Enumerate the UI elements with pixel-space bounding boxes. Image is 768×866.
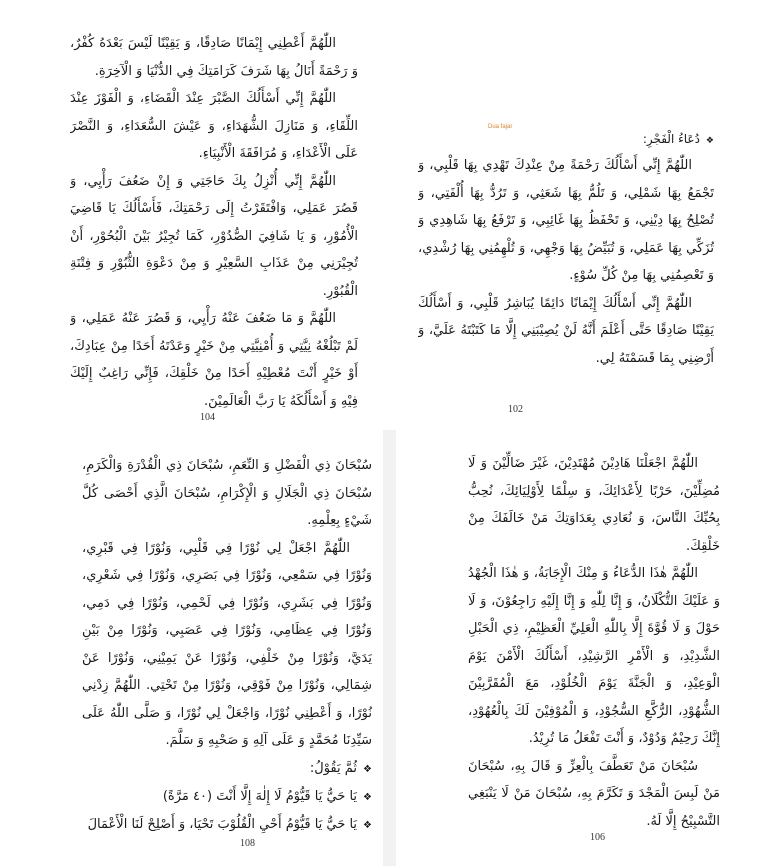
list-item [82,811,372,838]
page-number: 106 [590,832,605,843]
paragraph: سُبْحَانَ ذِي الْفَضْلِ وَ النِّعَمِ، سُبْحَانَ ذِي الْقُدْرَةِ وَالْكَرَمِ، سُبْحَانَ ذِي الْجَلَالِ وَ الْإِكْرَامِ، سُبْحَانَ الَّذِي أَحْصَى كُلَّ شَيْءٍ بِعِلْمِهِ. [82,458,372,528]
heading-text: دُعَاءُ الْفَجْرِ: [642,132,700,146]
page-102 [418,128,714,394]
paragraph: اللّٰهُمَّ إِنِّي أَسْأَلُكَ الصَّبْرَ عِنْدَ الْقَضَاءِ، وَ الْفَوْزَ عِنْدَ اللِّقَاءِ، وَ مَنَازِلَ الشُّهَدَاءِ، وَ عَيْشَ السُّعَدَاءِ، وَ النَّصْرَ عَلَى الْأَعْدَاءِ، وَ مُرَافَقَةَ الْأَنْبِيَاءِ. [70,91,358,161]
then-text: ثُمَّ يَقُوْلُ: [309,760,358,776]
then-says [82,755,372,783]
section-heading [418,128,714,152]
page-number: 104 [200,412,215,423]
paragraph: اللّٰهُمَّ هٰذَا الدُّعَاءُ وَ مِنْكَ الْإِجَابَةُ، وَ هٰذَا الْجُهْدُ وَ عَلَيْكَ التُّكْلَانُ، وَ إِنَّا لِلّٰهِ وَ إِنَّا إِلَيْهِ رَاجِعُوْنَ، وَ لَا حَوْلَ وَ لَا قُوَّةَ إِلَّا بِاللّٰهِ الْعَلِيِّ الْعَظِيْمِ، ذِي الْحَبْلِ الشَّدِيْدِ، وَ الْأَمْرِ الرَّشِيْدِ، أَسْأَلُكَ الْأَمْنَ يَوْمَ الْوَعِيْدِ، وَ الْجَنَّةَ يَوْمَ الْخُلُوْدِ، مَعَ الْمُقَرَّبِيْنَ الشُّهُوْدِ، الرُّكَّعِ السُّجُوْدِ، وَ الْمُوْفِيْنَ لَكَ بِالْعُهُوْدِ، إِنَّكَ رَحِيْمٌ وَدُوْدٌ، وَ أَنْتَ تَفْعَلُ مَا تُرِيْدُ. [468,566,720,746]
paragraph: اللّٰهُمَّ اجْعَلْ لِي نُوْرًا فِي قَلْبِي، وَنُوْرًا فِي قَبْرِي، وَنُوْرًا فِي سَمْعِي، وَنُوْرًا فِي بَصَرِي، وَنُوْرًا فِي شَعْرِي، وَنُوْرًا فِي بَشَرِي، وَنُوْرًا فِي لَحْمِي، وَنُوْرًا فِي دَمِي، وَنُوْرًا فِي عِظَامِي، وَنُوْرًا فِي عَصَبِي، وَنُوْرًا مِنْ بَيْنِ يَدَيَّ، وَنُوْرًا مِنْ خَلْفِي، وَنُوْرًا عَنْ يَمِيْنِي، وَنُوْرًا عَنْ شِمَالِي، وَنُوْرًا مِنْ فَوْقِي، وَنُوْرًا مِنْ تَحْتِي. اللّٰهُمَّ زِدْنِي نُوْرًا، وَ أَعْطِنِي نُوْرًا، وَاجْعَلْ لِي نُوْرًا، وَ صَلَّى اللّٰهُ عَلَى سَيِّدِنَا مُحَمَّدٍ وَ عَلَى آلِهِ وَ صَحْبِهِ وَ سَلَّمَ. [82,540,372,748]
paragraph: اللّٰهُمَّ إِنِّي أُنْزِلُ بِكَ حَاجَتِي وَ إِنْ ضَعُفَ رَأْيِي، وَ قَصُرَ عَمَلِي، وَافْتَقَرْتُ إِلَى رَحْمَتِكَ، فَأَسْأَلُكَ يَا قَاضِيَ الْأُمُوْرِ، وَ يَا شَافِيَ الصُّدُوْرِ، كَمَا تُجِيْرُ بَيْنَ الْبُحُوْرِ، أَنْ تُجِيْرَنِي مِنْ عَذَابِ السَّعِيْرِ وَ مِنْ دَعْوَةِ الثُّبُوْرِ وَ فِتْنَةِ الْقُبُوْرِ. [70,173,358,299]
diamond-icon: ❖ [363,791,372,803]
page-number: 108 [240,838,255,849]
paragraph: اللّٰهُمَّ إِنِّي أَسْأَلُكَ رَحْمَةً مِنْ عِنْدِكَ تَهْدِي بِهَا قَلْبِي، وَ تَجْمَعُ بِهَا شَمْلِي، وَ تَلُمُّ بِهَا شَعَثِي، وَ تَرُدُّ بِهَا أُلْفَتِي، وَ تُصْلِحُ بِهَا دِيْنِي، وَ تَحْفَظُ بِهَا غَائِبِي، وَ تَرْفَعُ بِهَا شَاهِدِي وَ تُزَكِّي بِهَا عَمَلِي، وَ تُبَيِّضُ بِهَا وَجْهِي، وَ تُلْهِمُنِي بِهَا رُشْدِي، وَ تَعْصِمُنِي بِهَا مِنْ كُلِّ سُوْءٍ. [418,158,714,283]
paragraph: اللّٰهُمَّ وَ مَا ضَعُفَ عَنْهُ رَأْيِي، وَ قَصُرَ عَنْهُ عَمَلِي، وَ لَمْ تَبْلُغْهُ نِيَّتِي وَ أُمْنِيَّتِي مِنْ خَيْرٍ وَعَدْتَهُ أَحَدًا مِنْ عِبَادِكَ، أَوْ خَيْرٍ أَنْتَ مُعْطِيْهِ أَحَدًا مِنْ خَلْقِكَ، فَإِنِّي رَاغِبٌ إِلَيْكَ فِيْهِ وَ أَسْأَلُكَهُ يَا رَبَّ الْعَالَمِيْنَ. [70,311,358,409]
diamond-icon: ❖ [363,819,372,831]
paragraph: اللّٰهُمَّ اجْعَلْنَا هَادِيْنَ مُهْتَدِيْنَ، غَيْرَ ضَالِّيْنَ وَ لَا مُضِلِّيْنَ، حَرْبًا لِأَعْدَائِكَ، وَ سِلْمًا لِأَوْلِيَائِكَ، نُحِبُّ بِحُبِّكَ النَّاسَ، وَ نُعَادِي بِعَدَاوَتِكَ مَنْ خَالَفَكَ مِنْ خَلْقِكَ. [468,456,720,554]
paragraph: اللّٰهُمَّ إِنِّي أَسْأَلُكَ إِيْمَانًا دَائِمًا يُبَاشِرُ قَلْبِي، وَ أَسْأَلُكَ يَقِيْنًا صَادِقًا حَتَّى أَعْلَمَ أَنَّهُ لَنْ يُصِيْبَنِي إِلَّا مَا كَتَبْتَهُ عَلَيَّ، وَ أَرْضِنِي بِمَا قَسَمْتَهُ لِي. [418,295,714,366]
page-number: 102 [508,404,523,415]
diamond-icon: ❖ [363,763,372,775]
repeat-count: (٤٠ مَرَّةً) [162,788,213,804]
diamond-icon: ❖ [705,136,714,146]
section-tag: Dua fajar [488,124,513,130]
bullet-text: يَا حَيُّ يَا قَيُّوْمُ لَا إِلٰهَ إِلَّا أَنْتَ [216,788,358,804]
list-item [82,783,372,811]
bullet-text: يَا حَيُّ يَا قَيُّوْمُ أَحْيِ الْقُلُوْبَ تَحْيَا، وَ أَصْلِحْ لَنَا الْأَعْمَالَ [87,816,358,832]
paragraph: اللّٰهُمَّ أَعْطِنِي إِيْمَانًا صَادِقًا، وَ يَقِيْنًا لَيْسَ بَعْدَهُ كُفْرٌ، وَ رَحْمَةً أَنَالُ بِهَا شَرَفَ كَرَامَتِكَ فِي الدُّنْيَا وَ الْآخِرَةِ. [70,36,358,79]
page-104 [70,30,358,422]
paragraph: سُبْحَانَ مَنْ تَعَطَّفَ بِالْعِزِّ وَ قَالَ بِهِ، سُبْحَانَ مَنْ لَبِسَ الْمَجْدَ وَ تَكَرَّمَ بِهِ، سُبْحَانَ مَنْ لَا يَنْبَغِي التَّسْبِيْحُ إِلَّا لَهُ. [468,758,720,829]
page-108 [82,452,372,837]
gutter-shade [383,430,396,866]
page-106 [468,450,720,830]
